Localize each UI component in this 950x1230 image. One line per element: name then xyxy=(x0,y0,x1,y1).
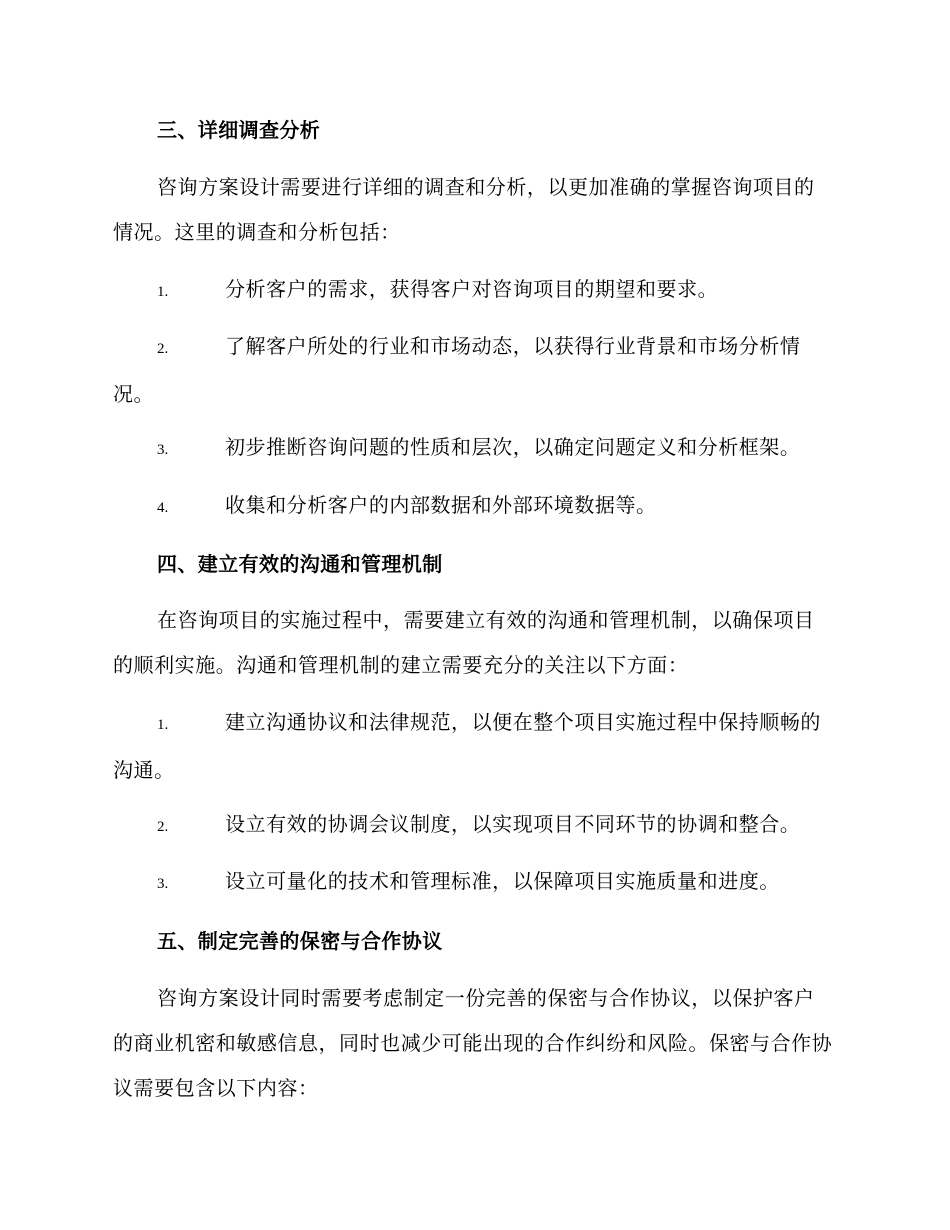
list-item-text: 收集和分析客户的内部数据和外部环境数据等。 xyxy=(225,493,657,517)
section-intro-paragraph: 在咨询项目的实施过程中，需要建立有效的沟通和管理机制，以确保项目的顺利实施。沟通和管理机制的建立需要充分的关注以下方面： xyxy=(113,608,815,677)
list-item xyxy=(113,802,835,850)
list-item-number: 2. xyxy=(157,341,169,357)
list-item-number: 3. xyxy=(157,876,169,892)
list-item xyxy=(113,700,835,793)
list-item xyxy=(113,483,835,531)
list-item-number: 1. xyxy=(157,284,169,300)
list-item xyxy=(113,324,835,417)
list-item-number: 4. xyxy=(157,500,169,516)
list-item-text: 设立可量化的技术和管理标准，以保障项目实施质量和进度。 xyxy=(225,869,780,893)
list-item-text: 分析客户的需求，获得客户对咨询项目的期望和要求。 xyxy=(225,277,719,301)
list-item xyxy=(113,859,835,907)
list-item-number: 1. xyxy=(157,717,169,733)
section-intro-paragraph: 咨询方案设计同时需要考虑制定一份完善的保密与合作协议，以保护客户的商业机密和敏感信息，同时也减少可能出现的合作纠纷和风险。保密与合作协议需要包含以下内容： xyxy=(113,986,833,1100)
section-heading: 三、详细调查分析 xyxy=(157,118,321,142)
list-item xyxy=(113,425,835,473)
list-item-number: 2. xyxy=(157,819,169,835)
list-item-text: 建立沟通协议和法律规范，以便在整个项目实施过程中保持顺畅的沟通。 xyxy=(113,710,821,782)
list-item-number: 3. xyxy=(157,442,169,458)
section-heading: 五、制定完善的保密与合作协议 xyxy=(157,929,443,953)
list-item-text: 了解客户所处的行业和市场动态，以获得行业背景和市场分析情况。 xyxy=(113,334,801,406)
list-item-text: 设立有效的协调会议制度，以实现项目不同环节的协调和整合。 xyxy=(225,812,801,836)
list-item xyxy=(113,267,835,315)
list-item-text: 初步推断咨询问题的性质和层次，以确定问题定义和分析框架。 xyxy=(225,435,801,459)
section-intro-paragraph: 咨询方案设计需要进行详细的调查和分析，以更加准确的掌握咨询项目的情况。这里的调查和分析包括： xyxy=(113,175,815,244)
section-heading: 四、建立有效的沟通和管理机制 xyxy=(157,552,443,576)
